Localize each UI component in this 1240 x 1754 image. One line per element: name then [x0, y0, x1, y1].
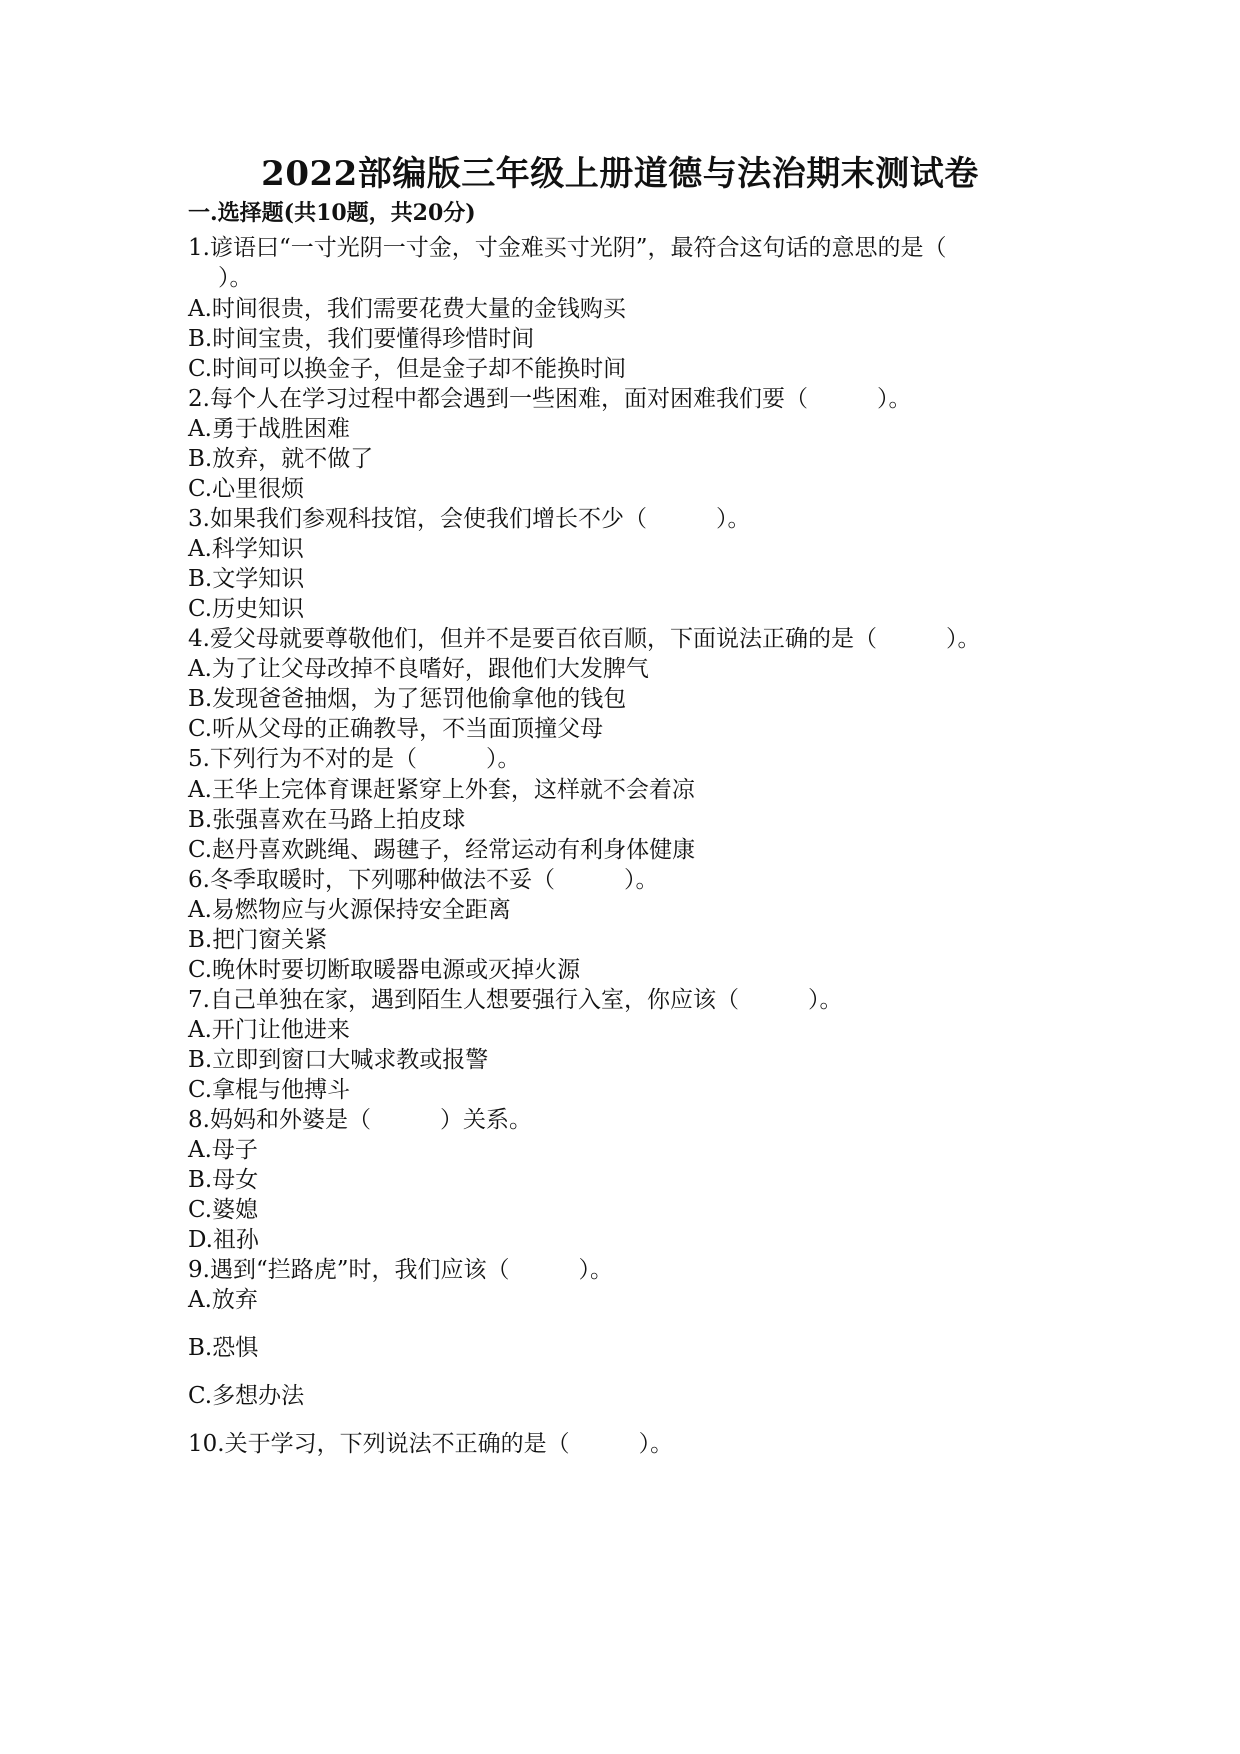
question-9-option-c: C.多想办法 — [188, 1383, 305, 1409]
question-8-stem: 8.妈妈和外婆是（ ）关系。 — [188, 1107, 532, 1133]
question-2-option-b: B.放弃，就不做了 — [188, 446, 374, 472]
section-heading: 一.选择题(共10题，共20分) — [188, 200, 476, 226]
question-3-option-c: C.历史知识 — [188, 596, 305, 622]
question-9-option-a: A.放弃 — [188, 1287, 258, 1313]
question-6-stem: 6.冬季取暖时，下列哪种做法不妥（ ）。 — [188, 867, 659, 893]
question-10-stem: 10.关于学习，下列说法不正确的是（ ）。 — [188, 1431, 674, 1457]
question-7-option-c: C.拿棍与他搏斗 — [188, 1077, 351, 1103]
question-1-option-a: A.时间很贵，我们需要花费大量的金钱购买 — [188, 296, 626, 322]
question-7-option-a: A.开门让他进来 — [188, 1017, 350, 1043]
question-7-stem: 7.自己单独在家，遇到陌生人想要强行入室，你应该（ ）。 — [188, 987, 843, 1013]
question-8-option-d: D.祖孙 — [188, 1227, 259, 1253]
question-4-stem: 4.爱父母就要尊敬他们，但并不是要百依百顺，下面说法正确的是（ ）。 — [188, 626, 981, 652]
question-6-option-c: C.晚休时要切断取暖器电源或灭掉火源 — [188, 957, 581, 983]
question-8-option-a: A.母子 — [188, 1137, 258, 1163]
question-4-option-c: C.听从父母的正确教导，不当面顶撞父母 — [188, 716, 604, 742]
question-6-option-b: B.把门窗关紧 — [188, 927, 328, 953]
question-3-stem: 3.如果我们参观科技馆，会使我们增长不少（ ）。 — [188, 506, 751, 532]
question-1-stem-continued: ）。 — [218, 265, 253, 291]
question-3-option-a: A.科学知识 — [188, 536, 304, 562]
question-5-stem: 5.下列行为不对的是（ ）。 — [188, 746, 521, 772]
question-5-option-c: C.赵丹喜欢跳绳、踢毽子，经常运动有利身体健康 — [188, 837, 696, 863]
question-5-option-a: A.王华上完体育课赶紧穿上外套，这样就不会着凉 — [188, 777, 695, 803]
question-4-option-a: A.为了让父母改掉不良嗜好，跟他们大发脾气 — [188, 656, 649, 682]
question-8-option-b: B.母女 — [188, 1167, 259, 1193]
question-4-option-b: B.发现爸爸抽烟，为了惩罚他偷拿他的钱包 — [188, 686, 627, 712]
question-9-option-b: B.恐惧 — [188, 1335, 259, 1361]
page-title: 2022部编版三年级上册道德与法治期末测试卷 — [261, 154, 979, 194]
question-6-option-a: A.易燃物应与火源保持安全距离 — [188, 897, 511, 923]
question-1-option-c: C.时间可以换金子，但是金子却不能换时间 — [188, 356, 627, 382]
question-5-option-b: B.张强喜欢在马路上拍皮球 — [188, 807, 466, 833]
question-9-stem: 9.遇到“拦路虎”时，我们应该（ ）。 — [188, 1257, 613, 1283]
question-3-option-b: B.文学知识 — [188, 566, 305, 592]
question-1-option-b: B.时间宝贵，我们要懂得珍惜时间 — [188, 326, 535, 352]
question-2-stem: 2.每个人在学习过程中都会遇到一些困难，面对困难我们要（ ）。 — [188, 386, 912, 412]
question-8-option-c: C.婆媳 — [188, 1197, 259, 1223]
question-1-stem: 1.谚语曰“一寸光阴一寸金，寸金难买寸光阴”，最符合这句话的意思的是（ — [188, 235, 947, 261]
question-2-option-a: A.勇于战胜困难 — [188, 416, 350, 442]
question-2-option-c: C.心里很烦 — [188, 476, 305, 502]
question-7-option-b: B.立即到窗口大喊求教或报警 — [188, 1047, 489, 1073]
